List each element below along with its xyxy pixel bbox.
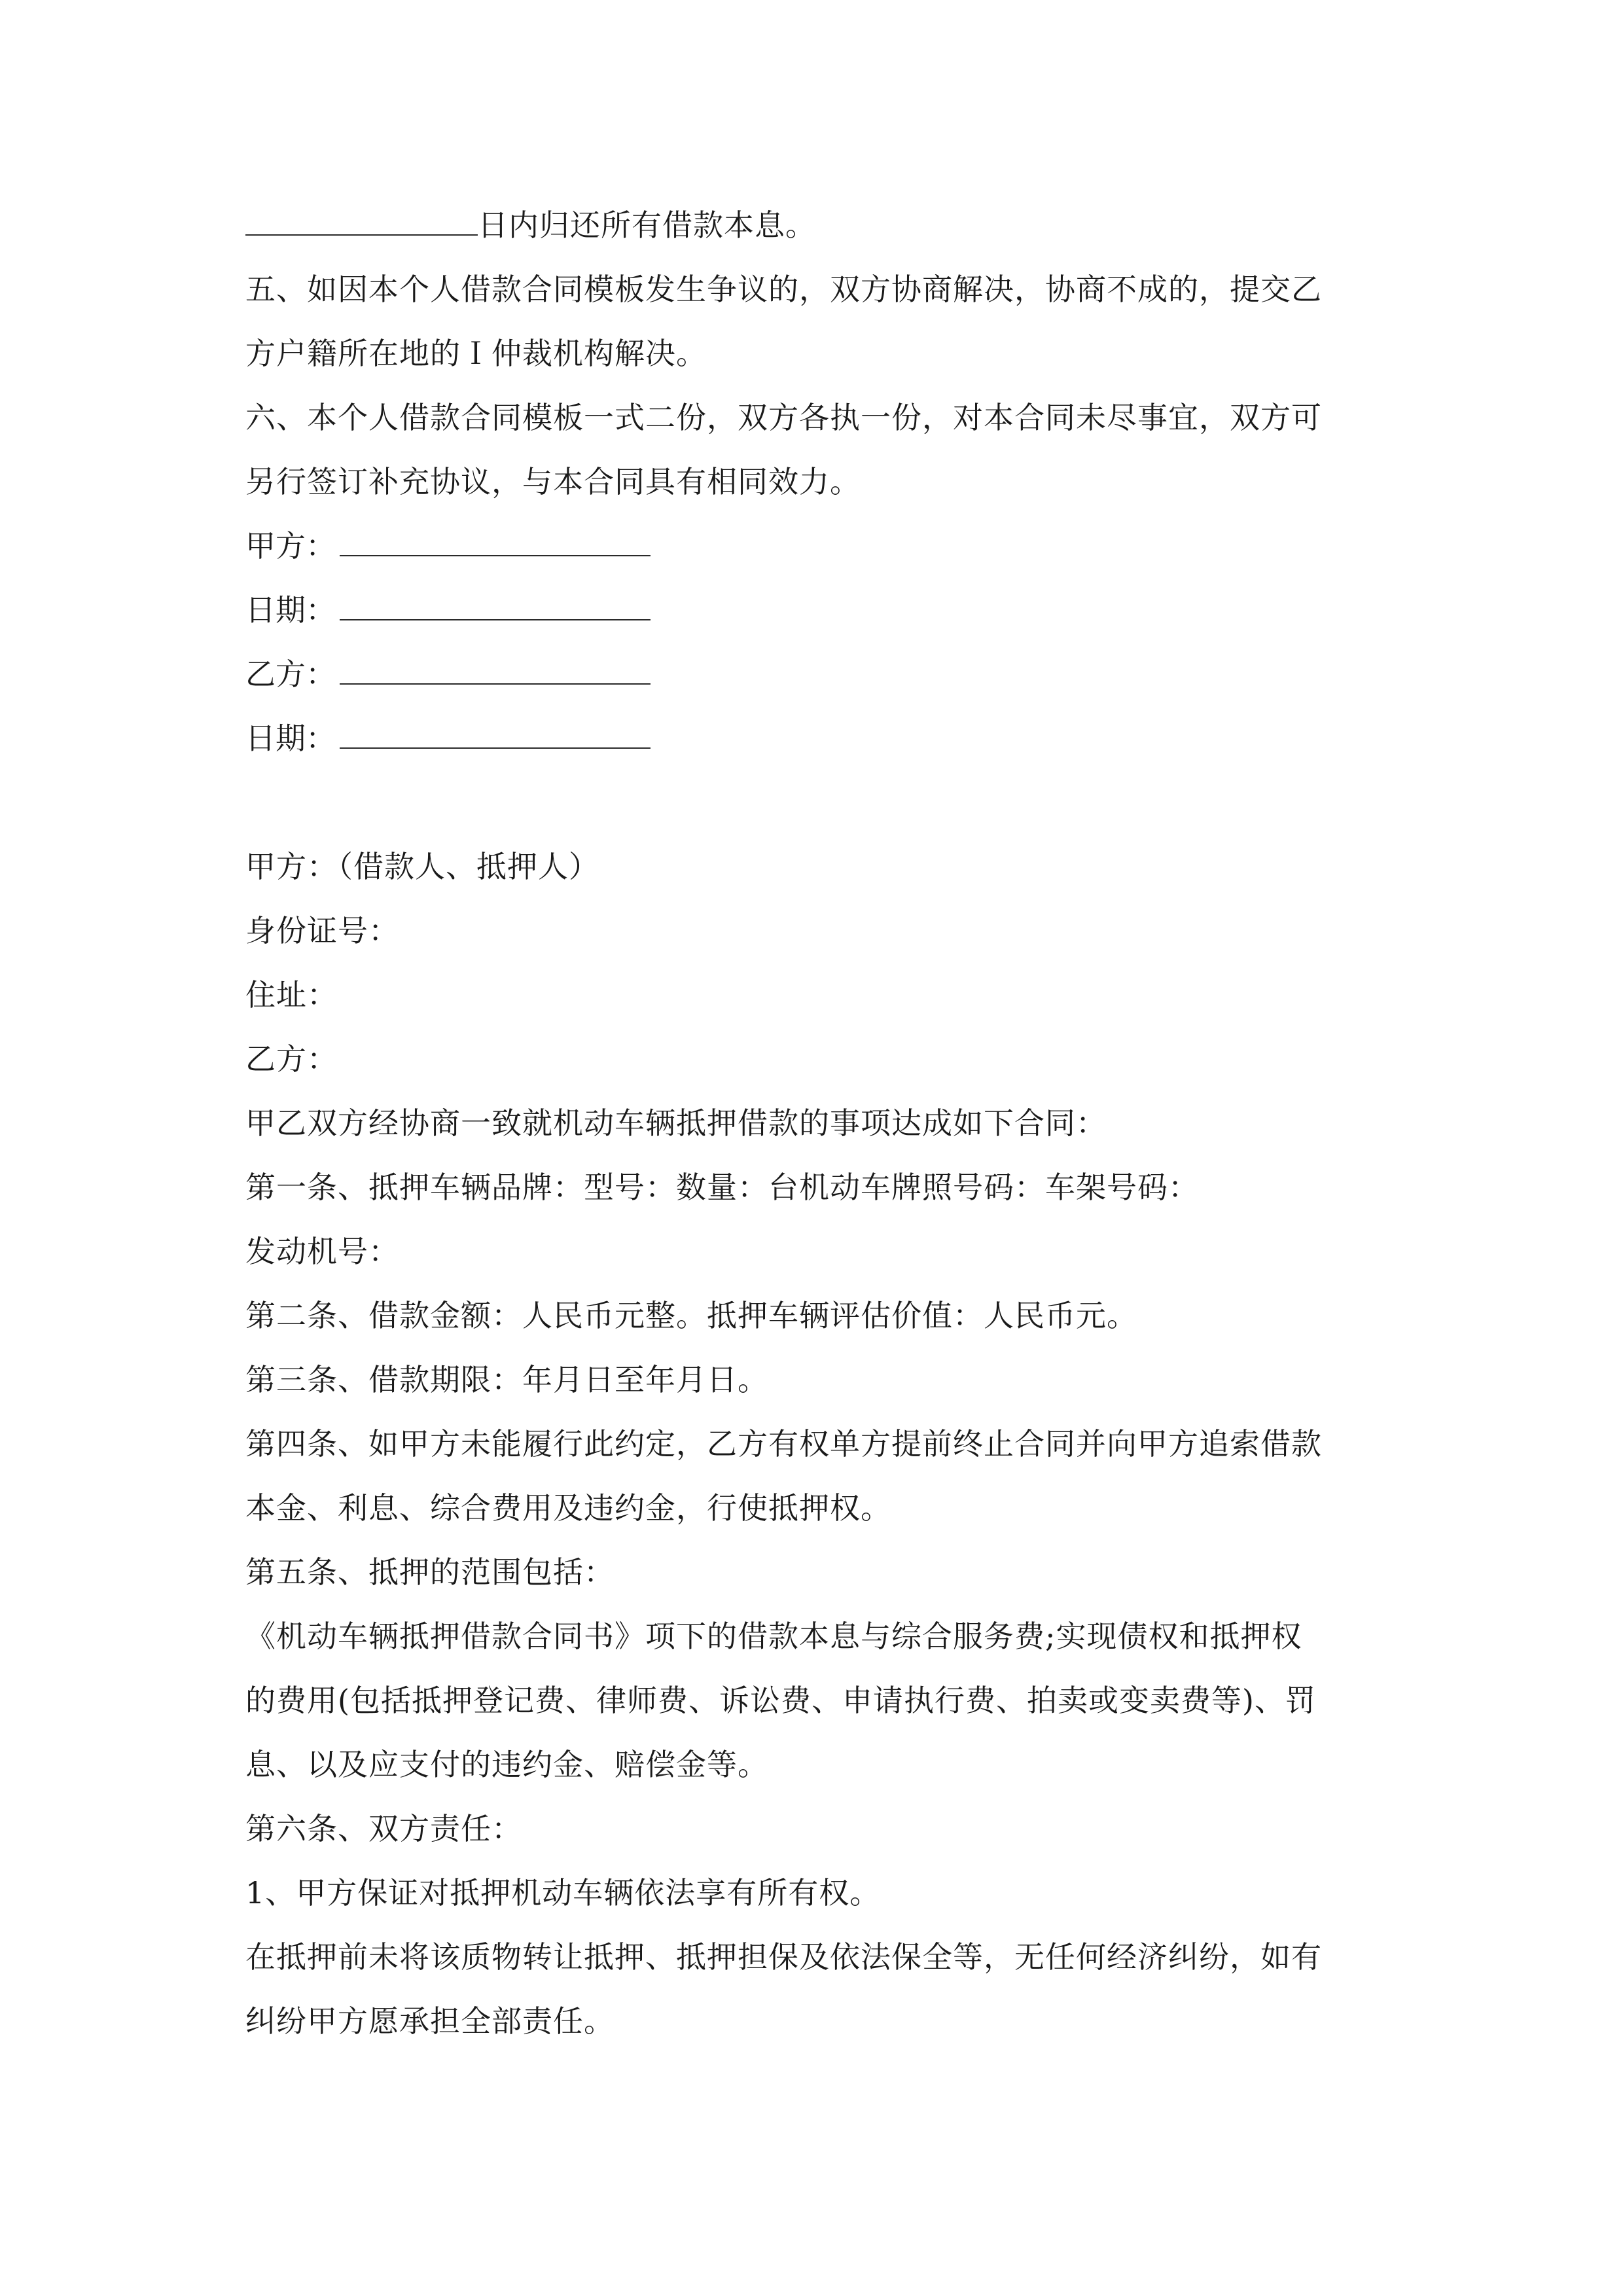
text-line: 第四条、如甲方未能履行此约定，乙方有权单方提前终止合同并向甲方追索借款: [245, 1426, 1322, 1462]
text-line: 的费用(包括抵押登记费、律师费、诉讼费、申请执行费、拍卖或变卖费等)、罚: [245, 1683, 1316, 1718]
clause-5-line-2: 方户籍所在地的Ｉ仲裁机构解决。: [245, 336, 707, 371]
text-line: 息、以及应支付的违约金、赔偿金等。: [245, 1747, 768, 1782]
text-line: 甲乙双方经协商一致就机动车辆抵押借款的事项达成如下合同：: [245, 1105, 1107, 1141]
text-line: 乙方：: [245, 1041, 338, 1077]
text-line: 在抵押前未将该质物转让抵押、抵押担保及依法保全等，无任何经济纠纷，如有: [245, 1939, 1322, 1975]
clause-5-line-1: 五、如因本个人借款合同模板发生争议的，双方协商解决，协商不成的，提交乙: [245, 272, 1322, 307]
signature-blank: [340, 529, 651, 556]
text-line: 住址：: [245, 977, 338, 1013]
repayment-line: [245, 193, 1381, 257]
text-line: 本金、利息、综合费用及违约金，行使抵押权。: [245, 1490, 891, 1526]
text-line: 身份证号：: [245, 913, 399, 948]
document-body: [245, 193, 1381, 2053]
clause-6-line-1: 六、本个人借款合同模板一式二份，双方各执一份，对本合同未尽事宜，双方可: [245, 400, 1322, 435]
clause-6-line-2: 另行签订补充协议，与本合同具有相同效力。: [245, 464, 861, 499]
text-line: 甲方：（借款人、抵押人）: [245, 849, 599, 884]
signature-party-a: [245, 514, 1381, 578]
text-line: 发动机号：: [245, 1234, 399, 1269]
text-line: 《机动车辆抵押借款合同书》项下的借款本息与综合服务费;实现债权和抵押权: [245, 1619, 1302, 1654]
signature-label: 日期：: [245, 721, 336, 756]
signature-date-a: [245, 578, 1381, 642]
signature-blank: [340, 657, 651, 685]
text-line: 纠纷甲方愿承担全部责任。: [245, 2003, 615, 2039]
signature-party-b: [245, 642, 1381, 706]
signature-blank: [340, 593, 651, 620]
text-line: 第二条、借款金额：人民币元整。抵押车辆评估价值：人民币元。: [245, 1298, 1137, 1333]
signature-label: 甲方：: [245, 528, 336, 564]
section-gap: [245, 770, 1381, 834]
signature-date-b: [245, 706, 1381, 770]
signature-blank: [340, 721, 651, 749]
text-line: 第五条、抵押的范围包括：: [245, 1554, 615, 1590]
repayment-text: 日内归还所有借款本息。: [478, 207, 816, 243]
blank-underline: [245, 208, 478, 236]
signature-label: 乙方：: [245, 656, 336, 692]
text-line: 第三条、借款期限：年月日至年月日。: [245, 1362, 768, 1397]
text-line: 第一条、抵押车辆品牌：型号：数量：台机动车牌照号码：车架号码：: [245, 1170, 1199, 1205]
text-line: 1、甲方保证对抵押机动车辆依法享有所有权。: [245, 1875, 881, 1910]
text-line: 第六条、双方责任：: [245, 1811, 522, 1846]
signature-label: 日期：: [245, 592, 336, 628]
